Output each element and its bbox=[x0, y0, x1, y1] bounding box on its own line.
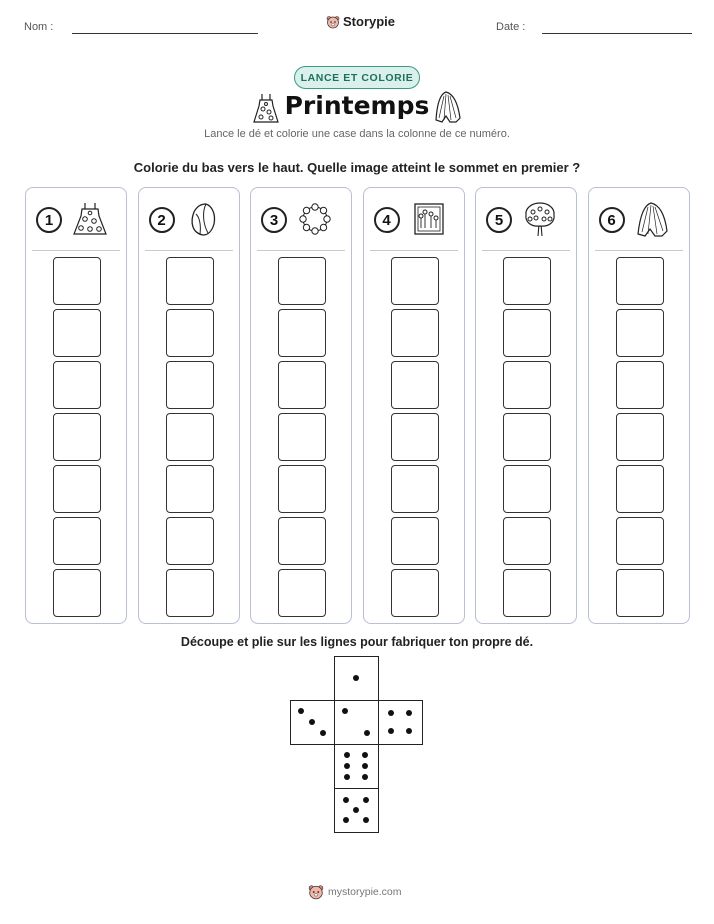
column-3 bbox=[250, 187, 352, 624]
column-2 bbox=[138, 187, 240, 624]
die-pip bbox=[344, 763, 350, 769]
die-pip bbox=[362, 763, 368, 769]
color-box[interactable] bbox=[53, 361, 101, 409]
color-box[interactable] bbox=[503, 569, 551, 617]
color-box[interactable] bbox=[166, 413, 214, 461]
column-number: 3 bbox=[261, 207, 287, 233]
column-header bbox=[589, 200, 689, 240]
color-box[interactable] bbox=[503, 309, 551, 357]
color-box[interactable] bbox=[53, 569, 101, 617]
column-divider bbox=[32, 250, 120, 251]
column-number: 1 bbox=[36, 207, 62, 233]
column-header bbox=[26, 200, 126, 240]
veil-icon bbox=[434, 90, 462, 124]
color-box[interactable] bbox=[616, 309, 664, 357]
column-number: 2 bbox=[149, 207, 175, 233]
die-pip bbox=[353, 675, 359, 681]
die-pip bbox=[344, 774, 350, 780]
subtitle: Lance le dé et colorie une case dans la colonne de ce numéro. bbox=[204, 128, 510, 140]
die-pip bbox=[353, 807, 359, 813]
color-box[interactable] bbox=[53, 413, 101, 461]
header-bar bbox=[0, 14, 714, 44]
footer bbox=[308, 884, 402, 900]
color-box[interactable] bbox=[278, 257, 326, 305]
color-box[interactable] bbox=[616, 257, 664, 305]
color-box[interactable] bbox=[503, 465, 551, 513]
color-box[interactable] bbox=[166, 361, 214, 409]
die-face-3 bbox=[290, 700, 335, 745]
die-face-4 bbox=[378, 700, 423, 745]
column-header bbox=[251, 200, 351, 240]
color-box[interactable] bbox=[391, 413, 439, 461]
color-box[interactable] bbox=[53, 257, 101, 305]
die-pip bbox=[364, 730, 370, 736]
footer-url[interactable]: mystorypie.com bbox=[328, 886, 402, 898]
column-header bbox=[139, 200, 239, 240]
garden-card-icon bbox=[409, 200, 447, 238]
color-box[interactable] bbox=[278, 569, 326, 617]
flower-wreath-icon bbox=[296, 200, 334, 238]
die-face-5 bbox=[334, 788, 379, 833]
column-divider bbox=[595, 250, 683, 251]
column-4 bbox=[363, 187, 465, 624]
die-face-2 bbox=[334, 700, 379, 745]
die-pip bbox=[344, 752, 350, 758]
die-pip bbox=[343, 817, 349, 823]
column-number: 4 bbox=[374, 207, 400, 233]
page-title: Printemps bbox=[284, 91, 430, 120]
color-box[interactable] bbox=[616, 569, 664, 617]
activity-badge: LANCE ET COLORIE bbox=[294, 66, 420, 89]
die-pip bbox=[320, 730, 326, 736]
color-box[interactable] bbox=[53, 309, 101, 357]
color-box[interactable] bbox=[166, 465, 214, 513]
column-6 bbox=[588, 187, 690, 624]
color-box[interactable] bbox=[391, 465, 439, 513]
color-box[interactable] bbox=[391, 361, 439, 409]
color-box[interactable] bbox=[391, 517, 439, 565]
color-box[interactable] bbox=[616, 413, 664, 461]
column-number: 6 bbox=[599, 207, 625, 233]
title-row bbox=[0, 90, 714, 126]
name-label: Nom : bbox=[24, 21, 54, 33]
column-divider bbox=[370, 250, 458, 251]
brand-name: Storypie bbox=[343, 14, 396, 29]
die-pip bbox=[298, 708, 304, 714]
color-box[interactable] bbox=[278, 361, 326, 409]
color-box[interactable] bbox=[391, 257, 439, 305]
bear-mascot-icon bbox=[308, 884, 324, 900]
apple-tree-icon bbox=[521, 200, 559, 238]
color-box[interactable] bbox=[278, 465, 326, 513]
color-box[interactable] bbox=[166, 309, 214, 357]
color-box[interactable] bbox=[391, 309, 439, 357]
die-pip bbox=[342, 708, 348, 714]
bear-mascot-icon bbox=[326, 15, 340, 29]
color-box[interactable] bbox=[503, 517, 551, 565]
flower-dress-icon bbox=[71, 200, 109, 238]
cut-instruction: Découpe et plie sur les lignes pour fabriquer ton propre dé. bbox=[180, 635, 534, 649]
color-box[interactable] bbox=[166, 569, 214, 617]
color-box[interactable] bbox=[503, 361, 551, 409]
color-box[interactable] bbox=[53, 517, 101, 565]
tulip-bud-icon bbox=[184, 200, 222, 238]
color-box[interactable] bbox=[278, 413, 326, 461]
die-pip bbox=[406, 728, 412, 734]
die-pip bbox=[343, 797, 349, 803]
color-box[interactable] bbox=[616, 517, 664, 565]
color-box[interactable] bbox=[278, 309, 326, 357]
die-pip bbox=[388, 710, 394, 716]
date-field[interactable] bbox=[542, 33, 692, 34]
veil-icon bbox=[634, 200, 672, 238]
color-box[interactable] bbox=[503, 257, 551, 305]
die-pip bbox=[362, 752, 368, 758]
name-field[interactable] bbox=[72, 33, 258, 34]
color-box[interactable] bbox=[166, 257, 214, 305]
brand-logo bbox=[326, 14, 395, 29]
die-pip bbox=[362, 774, 368, 780]
die-pip bbox=[388, 728, 394, 734]
color-box[interactable] bbox=[616, 361, 664, 409]
die-pip bbox=[309, 719, 315, 725]
column-1 bbox=[25, 187, 127, 624]
color-box[interactable] bbox=[391, 569, 439, 617]
die-face-6 bbox=[334, 744, 379, 789]
die-pip bbox=[363, 817, 369, 823]
color-box[interactable] bbox=[53, 465, 101, 513]
die-face-1 bbox=[334, 656, 379, 701]
column-header bbox=[476, 200, 576, 240]
race-columns bbox=[25, 187, 689, 624]
column-header bbox=[364, 200, 464, 240]
color-box[interactable] bbox=[278, 517, 326, 565]
column-divider bbox=[145, 250, 233, 251]
column-number: 5 bbox=[486, 207, 512, 233]
die-pip bbox=[363, 797, 369, 803]
column-divider bbox=[482, 250, 570, 251]
die-pip bbox=[406, 710, 412, 716]
column-divider bbox=[257, 250, 345, 251]
instruction-text: Colorie du bas vers le haut. Quelle image atteint le sommet en premier ? bbox=[133, 160, 581, 175]
color-box[interactable] bbox=[503, 413, 551, 461]
color-box[interactable] bbox=[166, 517, 214, 565]
date-label: Date : bbox=[496, 21, 526, 33]
color-box[interactable] bbox=[616, 465, 664, 513]
column-5 bbox=[475, 187, 577, 624]
